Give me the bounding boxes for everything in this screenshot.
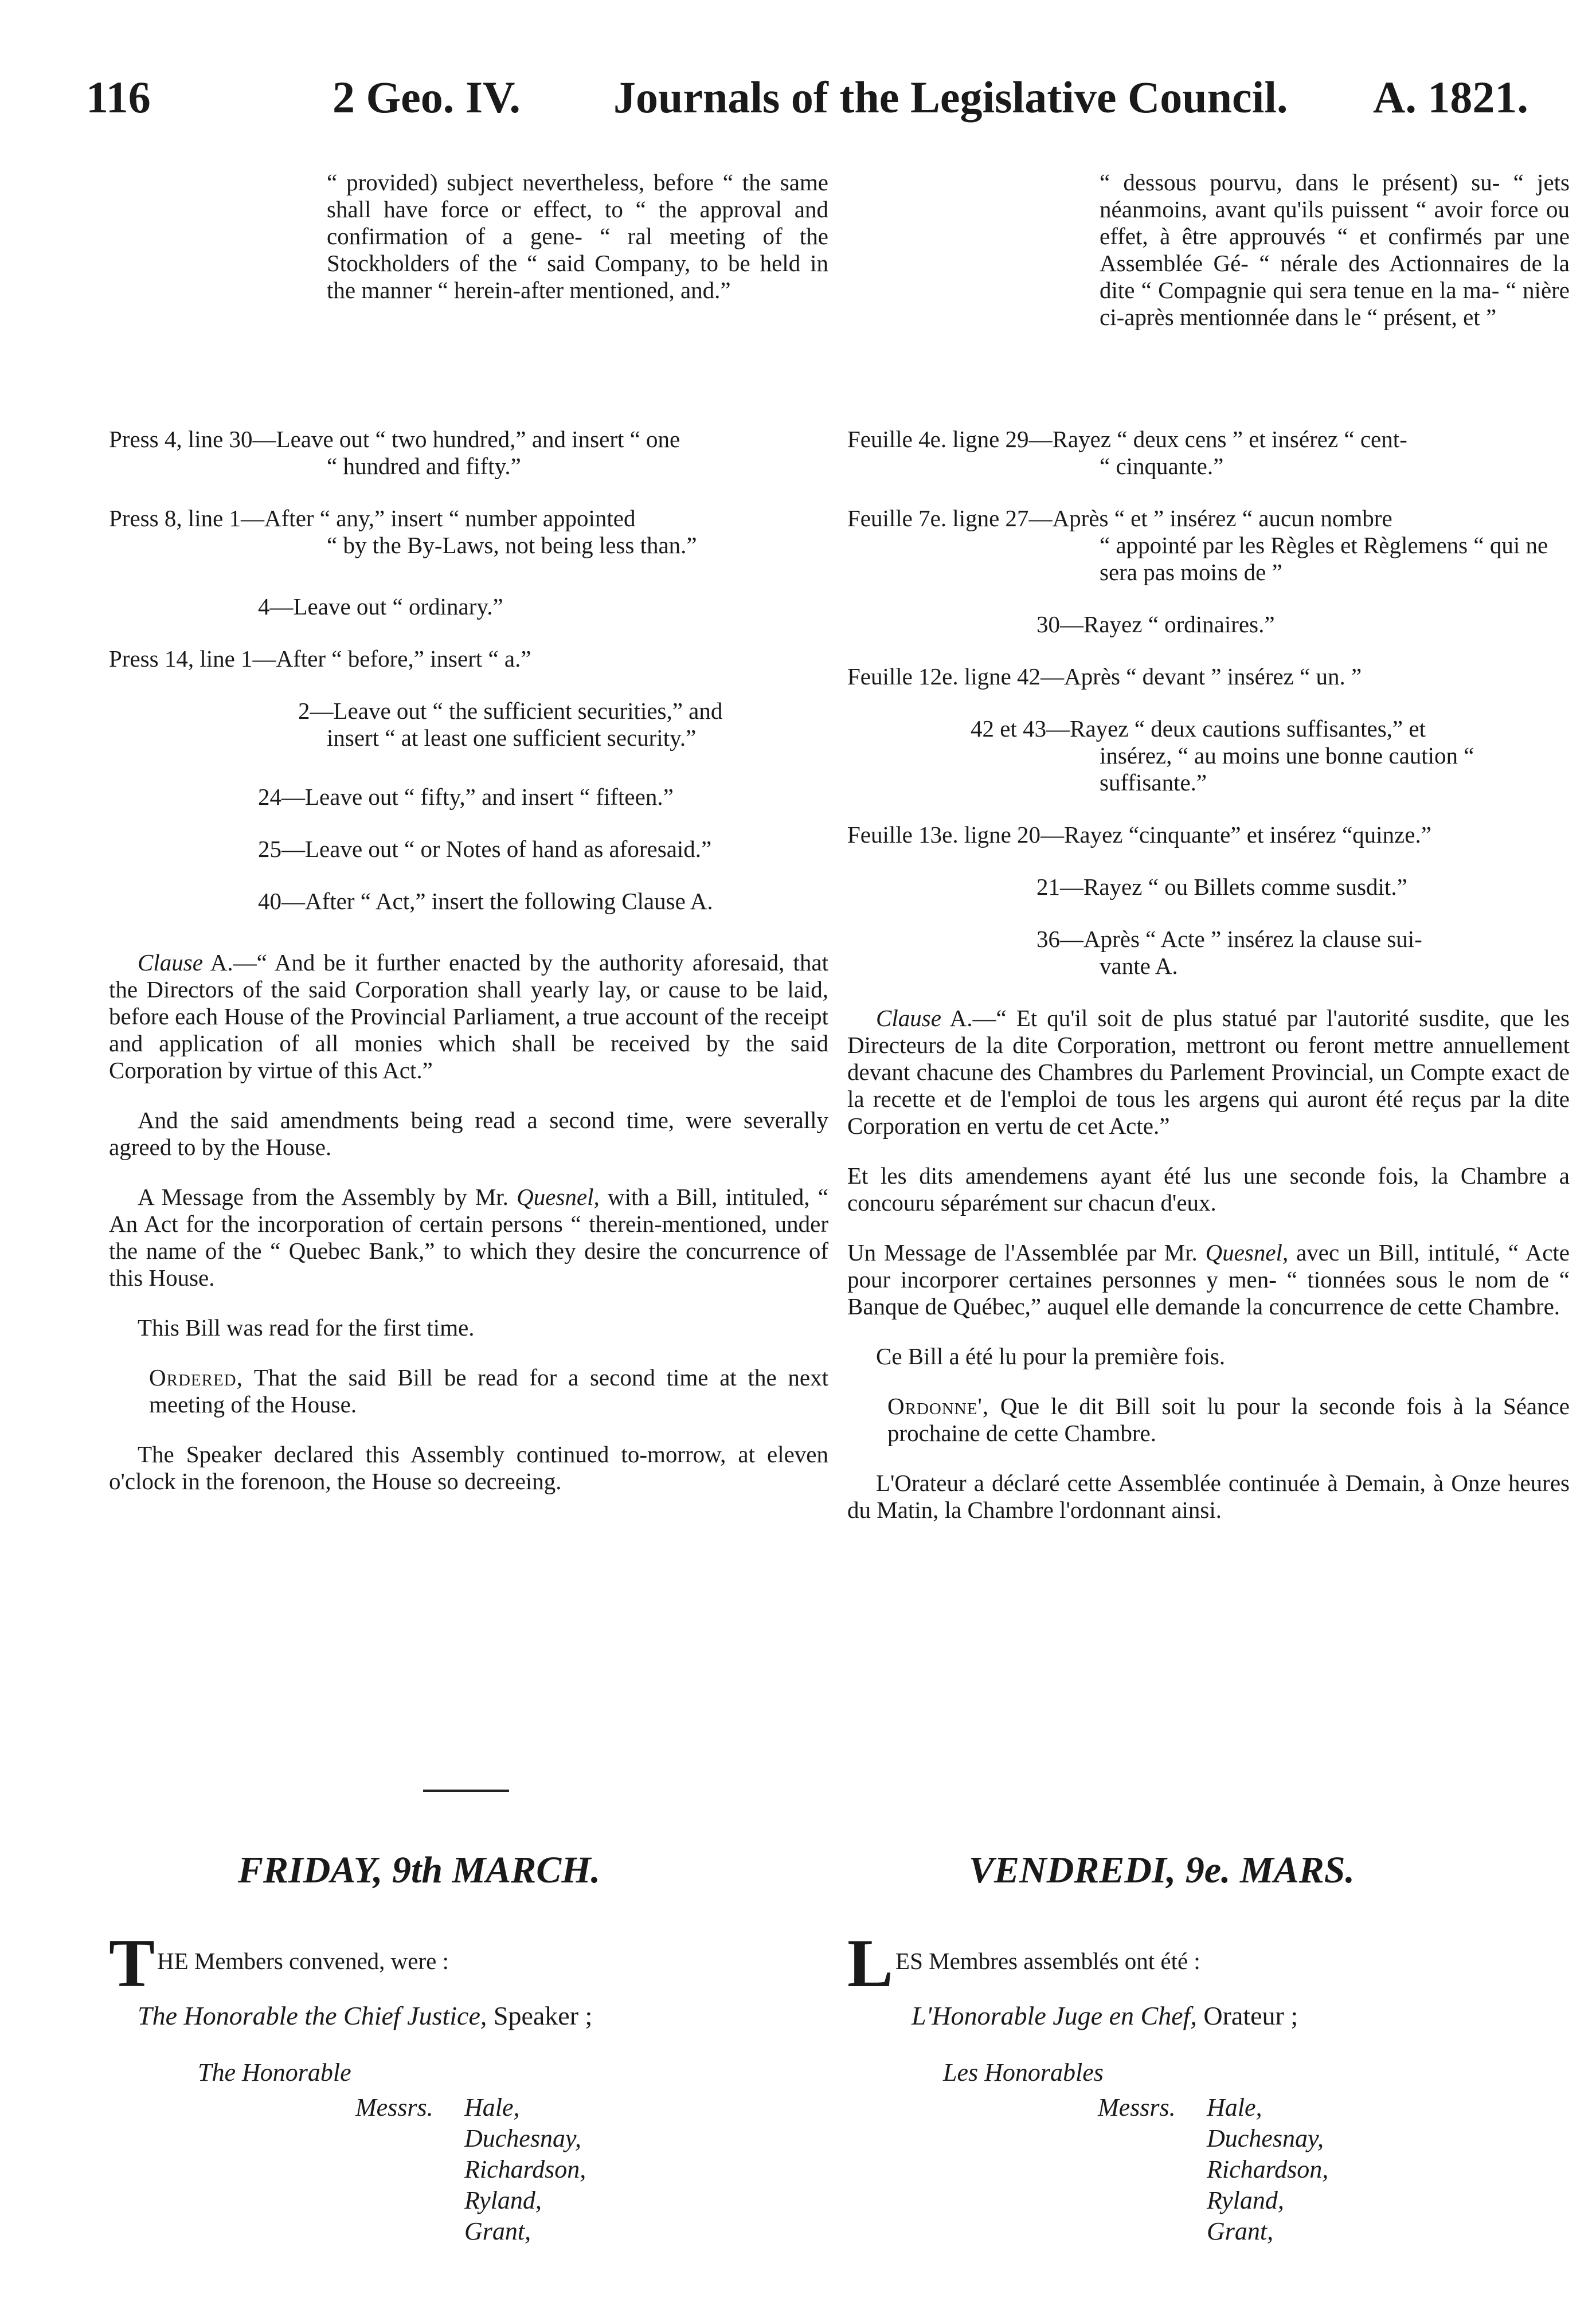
honorable-heading-en: The Honorable — [198, 2058, 351, 2086]
amendment-fr — [847, 715, 1570, 796]
drop-cap: L — [847, 1925, 894, 2001]
amendment-text: —Après “ devant ” insérez “ un. ” — [1040, 663, 1362, 690]
amendment-text: —Rayez “ ordinaires.” — [1060, 611, 1275, 637]
speaker-title: The Honorable the Chief Justice, — [138, 2001, 487, 2030]
amendment-ref: Feuille 4e. ligne 29 — [847, 426, 1029, 452]
member-name: Duchesnay, — [464, 2124, 582, 2152]
member-list-fr — [1098, 2092, 1328, 2247]
message-text: avec un Bill, intitulé, “ Acte pour incorporer certaines personnes y men- “ tionnées sous le nom de “ Banque de Québec,” auquel elle demande la concurrence de cette Chambre. — [847, 1239, 1570, 1320]
member-name: Ryland, — [1207, 2186, 1284, 2214]
day-heading-en — [238, 1849, 600, 1892]
amendment-text: —Leave out “ the sufficient securities,” and — [310, 698, 723, 724]
member-row — [1098, 2092, 1328, 2123]
amendment-en — [109, 426, 828, 480]
amendment-text: —After “ before,” insert “ a.” — [252, 645, 531, 672]
first-reading-en: This Bill was read for the first time. — [138, 1314, 475, 1341]
page-header — [0, 69, 1596, 126]
adjournment-fr: L'Orateur a déclaré cette Assemblée continuée à Demain, à Onze heures du Matin, la Chambre l'ordonnant ainsi. — [847, 1470, 1570, 1523]
adjournment-en: The Speaker declared this Assembly continued to-morrow, at eleven o'clock in the forenoon, the House so decreeing. — [109, 1441, 828, 1494]
amendment-en — [109, 784, 828, 811]
day-date: 9th MARCH. — [382, 1849, 601, 1891]
amendment-cont: “ appointé par les Règles et Règlemens “ qui ne sera pas moins de ” — [1100, 532, 1548, 585]
amendment-text: —Rayez “cinquante” et insérez “quinze.” — [1040, 821, 1431, 848]
amendment-en — [109, 698, 828, 751]
message-text: Un Message de l'Assemblée par Mr. — [847, 1239, 1206, 1266]
messenger-name: Quesnel, — [1205, 1239, 1289, 1266]
amendment-en — [109, 593, 828, 620]
amendment-fr — [847, 426, 1570, 480]
amendment-text: —Rayez “ deux cens ” et insérez “ cent- — [1028, 426, 1407, 452]
clause-text: A.—“ And be it further enacted by the authority aforesaid, that the Directors of the said Corporation shall yearly lay, or cause to be laid, before each House of the Provincial Parliament, a true account of the receipt and application of all monies which shall be received by the said Corporation by virtue of this Act.” — [109, 949, 828, 1083]
amendment-cont: “ cinquante.” — [1100, 453, 1224, 479]
amendment-cont: vante A. — [1100, 953, 1178, 979]
member-name: Richardson, — [1207, 2155, 1329, 2183]
amendment-ref: Press 8, line 1 — [109, 505, 241, 531]
member-name: Grant, — [464, 2217, 531, 2245]
member-name: Duchesnay, — [1207, 2124, 1324, 2152]
amendment-ref: 25 — [258, 836, 281, 862]
drop-cap: T — [109, 1925, 155, 2001]
clause-label: Clause — [876, 1005, 941, 1031]
page-number: 116 — [86, 72, 151, 122]
order-en — [109, 1364, 828, 1418]
amendment-ref: 21 — [1036, 874, 1060, 900]
amendment-fr — [847, 611, 1570, 638]
amendment-fr — [847, 663, 1570, 690]
amendment-text: —Rayez “ deux cautions suffisantes,” et — [1046, 715, 1426, 742]
english-column — [109, 169, 828, 1518]
ordered-word: Ordered, — [149, 1364, 243, 1391]
amendment-text: —Leave out “ two hundred,” and insert “ one — [252, 426, 680, 452]
member-row — [1098, 2185, 1328, 2216]
member-list-en — [355, 2092, 586, 2247]
members-convened-fr — [847, 1925, 1200, 2001]
amendment-cont: insert “ at least one sufficient security.” — [327, 725, 697, 751]
message-text: A Message from the Assembly by Mr. — [138, 1184, 517, 1210]
amendment-en — [109, 645, 828, 672]
french-column — [847, 169, 1570, 1547]
journal-title: Journals of the Legislative Council. — [613, 72, 1288, 122]
reign-year: 2 Geo. IV. — [332, 72, 521, 122]
amendment-fr — [847, 926, 1570, 980]
amendment-ref: 24 — [258, 784, 281, 810]
amendment-cont: “ by the By-Laws, not being less than.” — [327, 532, 697, 558]
clause-label: Clause — [138, 949, 203, 976]
member-row — [355, 2154, 586, 2185]
message-text: with a Bill, intituled, “ An Act for the incorporation of certain persons “ therein-mentioned, under the name of the “ Quebec Bank,” to which they desire the concurrence of this House. — [109, 1184, 828, 1291]
speaker-line-en — [138, 2001, 592, 2031]
first-reading-fr: Ce Bill a été lu pour la première fois. — [876, 1343, 1226, 1369]
amendment-fr — [847, 874, 1570, 901]
amendment-en — [109, 836, 828, 863]
member-row — [1098, 2154, 1328, 2185]
messrs-label: Messrs. — [1098, 2093, 1176, 2121]
amendments-agreed-fr: Et les dits amendemens ayant été lus une seconde fois, la Chambre a concouru séparément sur chacun d'eux. — [847, 1162, 1570, 1216]
member-row — [1098, 2216, 1328, 2247]
member-name: Grant, — [1207, 2217, 1274, 2245]
amendment-ref: Feuille 13e. ligne 20 — [847, 821, 1041, 848]
members-convened-en — [109, 1925, 449, 2001]
messrs-label: Messrs. — [355, 2093, 433, 2121]
amendment-ref: Feuille 12e. ligne 42 — [847, 663, 1041, 690]
assembly-message-fr — [847, 1239, 1570, 1320]
clause-a-fr — [847, 1005, 1570, 1140]
amendment-text: —After “ Act,” insert the following Clause A. — [281, 888, 713, 914]
order-text: Que le dit Bill soit lu pour la seconde fois à la Séance prochaine de cette Chambre. — [887, 1393, 1570, 1446]
speaker-role: Speaker ; — [487, 2001, 593, 2030]
amendment-fr — [847, 505, 1570, 586]
order-text: That the said Bill be read for a second time at the next meeting of the House. — [149, 1364, 828, 1418]
member-name: Ryland, — [464, 2186, 542, 2214]
messenger-name: Quesnel, — [517, 1184, 600, 1210]
member-name: Hale, — [1207, 2093, 1262, 2121]
amendment-ref: Press 4, line 30 — [109, 426, 253, 452]
assembly-message-en — [109, 1184, 828, 1291]
day-name: VENDREDI, — [969, 1849, 1176, 1891]
amendment-ref: 4 — [258, 593, 270, 620]
day-date: 9e. MARS. — [1176, 1849, 1355, 1891]
year: A. 1821. — [1373, 72, 1528, 122]
amendment-ref: 36 — [1036, 926, 1060, 952]
amendment-text: —After “ any,” insert “ number appointed — [241, 505, 636, 531]
clause-a-en — [109, 949, 828, 1084]
speaker-title: L'Honorable Juge en Chef, — [912, 2001, 1197, 2030]
member-row — [355, 2216, 586, 2247]
member-row — [355, 2185, 586, 2216]
amendment-cont: “ hundred and fifty.” — [327, 453, 521, 479]
amendment-ref: Feuille 7e. ligne 27 — [847, 505, 1029, 531]
amendment-text: —Après “ Acte ” insérez la clause sui- — [1060, 926, 1422, 952]
amendment-en — [109, 505, 828, 559]
amendment-ref: 30 — [1036, 611, 1060, 637]
amendments-agreed-en: And the said amendments being read a second time, were severally agreed to by the House. — [109, 1107, 828, 1160]
amendment-text: —Leave out “ ordinary.” — [269, 593, 503, 620]
convened-text: ES Membres assemblés ont été : — [895, 1948, 1200, 1974]
quoted-provision-en: “ provided) subject nevertheless, before “ the same shall have force or effect, to “ the approval and confirmation of a gene- “ ral meeting of the Stockholders of the “ said Company, to be held in the manner “ herein-after mentioned, and.” — [327, 169, 828, 303]
honorable-heading-fr: Les Honorables — [943, 2058, 1104, 2086]
amendment-en — [109, 888, 828, 915]
amendment-ref: 42 et 43 — [971, 715, 1047, 742]
amendment-ref: Press 14, line 1 — [109, 645, 253, 672]
convened-text: HE Members convened, were : — [157, 1948, 449, 1974]
amendment-text: —Leave out “ or Notes of hand as aforesaid.” — [281, 836, 712, 862]
quoted-provision-fr: “ dessous pourvu, dans le présent) su- “ jets néanmoins, avant qu'ils puissent “ avoir force ou effet, à être approuvés “ et confirmés par une Assemblée Gé- “ nérale des Actionnaires de la dite “ Compagnie qui sera tenue en la ma- “ nière ci-après mentionnée dans le “ présent, et ” — [1100, 169, 1570, 330]
amendment-fr — [847, 821, 1570, 848]
day-name: FRIDAY, — [238, 1849, 383, 1891]
day-heading-fr — [969, 1849, 1355, 1892]
speaker-line-fr — [912, 2001, 1298, 2031]
member-row — [355, 2092, 586, 2123]
amendment-cont: insérez, “ au moins une bonne caution “ suffisante.” — [1100, 742, 1474, 796]
amendment-text: —Après “ et ” insérez “ aucun nombre — [1028, 505, 1392, 531]
speaker-role: Orateur ; — [1196, 2001, 1298, 2030]
member-name: Richardson, — [464, 2155, 586, 2183]
amendment-ref: 40 — [258, 888, 281, 914]
member-row — [1098, 2123, 1328, 2154]
ordered-word: Ordonne', — [887, 1393, 989, 1419]
amendment-text: —Rayez “ ou Billets comme susdit.” — [1060, 874, 1407, 900]
member-row — [355, 2123, 586, 2154]
amendment-ref: 2 — [298, 698, 310, 724]
order-fr — [847, 1393, 1570, 1447]
amendment-text: —Leave out “ fifty,” and insert “ fifteen.” — [281, 784, 674, 810]
clause-text: A.—“ Et qu'il soit de plus statué par l'autorité susdite, que les Directeurs de la dite Corporation, mettront ou feront mettre annuellement devant chacune des Chambres du Parlement Provincial, un Compte exact de la recette et de l'emploi de tous les argens qui auront été reçus par la dite Corporation en vertu de cet Acte.” — [847, 1005, 1570, 1139]
section-divider — [423, 1790, 509, 1792]
member-name: Hale, — [464, 2093, 520, 2121]
